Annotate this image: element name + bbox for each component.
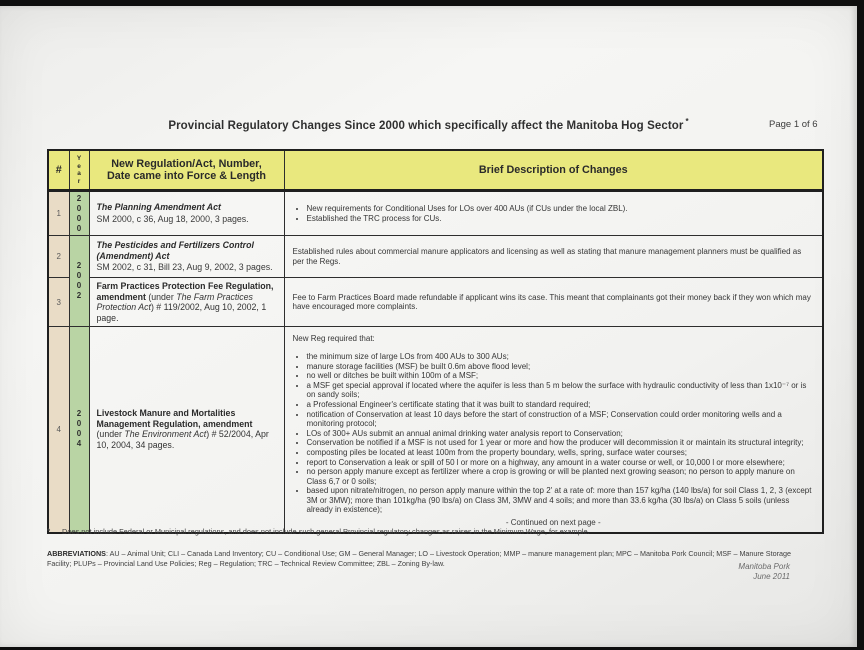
- regulation-act-name: The Environment Act: [124, 429, 207, 440]
- abbreviations-label: ABBREVIATIONS: [47, 549, 106, 558]
- description-bullet: • LOs of 300+ AUs submit an annual animal drinking water analysis report to Conservation;: [307, 429, 815, 438]
- description-bullet: • a Professional Engineer's certificate stating that it was built to standard required;: [307, 400, 815, 409]
- column-header-year: Year: [69, 150, 89, 191]
- description-bullet: • New requirements for Conditional Uses for LOs over 400 AUs (if CUs under the local ZBL).: [307, 204, 815, 213]
- regulation-cell: [89, 236, 284, 278]
- regulation-act-name: The Farm Practices Protection Act: [96, 291, 253, 313]
- description-bullet: • no well or ditches be built within 100m of a MSF;: [307, 371, 815, 380]
- page-title-text: Provincial Regulatory Changes Since 2000 which specifically affect the Manitoba Hog Sector: [168, 119, 684, 132]
- description-bullet: • no person apply manure except as fertilizer where a crop is growing or will be planted next growing season; no person to apply manure on Class 6,7 or 0 soils;: [307, 467, 815, 485]
- page-number: Page 1 of 6: [769, 119, 818, 130]
- description-intro: New Reg required that:: [292, 334, 375, 344]
- description-cell: Fee to Farm Practices Board made refundable if applicant wins its case. This meant that complainants got their money back if they won which may have encouraged more complaints.: [284, 278, 823, 327]
- description-bullet: • notification of Conservation at least 10 days before the start of construction of a MSF; Conservation could order monitoring wells and a monitoring protocol;: [307, 410, 815, 428]
- year-cell: 2004: [69, 327, 89, 533]
- regulation-title: The Pesticides and Fertilizers Control (Amendment) Act: [96, 240, 254, 261]
- regulation-header-line2: Date came into Force & Length: [107, 170, 266, 182]
- regulation-header-line1: New Regulation/Act, Number,: [111, 157, 262, 170]
- regulation-title: Livestock Manure and Mortalities Management Regulation, amendment: [96, 408, 253, 429]
- table-row-2: [48, 236, 823, 278]
- signoff: [0, 562, 790, 581]
- abbreviations-text: : AU – Animal Unit; CLI – Canada Land Inventory; CU – Conditional Use; GM – General Manager; LO – Livestock Operation; MMP – manure management plan; MPC – Manitoba Pork Council; MSF – Manure Storage Facility; PLUPs – Provincial Land Use Policies; Reg – Regulation; TRC – Technical Review Committee; ZBL – Zoning By-law.: [47, 549, 791, 568]
- footnote-marker: *: [47, 527, 51, 536]
- regulation-title: The Planning Amendment Act: [96, 202, 221, 213]
- regulation-cell: [89, 278, 284, 327]
- regulation-title: Farm Practices Protection Fee Regulation, amendment: [96, 281, 274, 302]
- table-row-3: [48, 278, 823, 327]
- description-bullet: • report to Conservation a leak or spill of 50 l or more on a highway, any amount in a water course or well, or 10,000 l or more elsewhere;: [307, 458, 815, 467]
- regulation-detail: SM 2002, c 31, Bill 23, Aug 9, 2002, 3 pages.: [96, 262, 273, 273]
- page-title: [0, 117, 857, 132]
- regulation-detail: ) # 52/2004, Apr 10, 2004, 34 pages.: [96, 429, 269, 451]
- table-header-row: [48, 150, 823, 191]
- description-cell: Established rules about commercial manure applicators and licensing as well as stating that manure management planners must be qualified as per the Regs.: [284, 236, 823, 278]
- footnote-text: Does not include Federal or Municipal regulations, and does not include such general Provincial regulatory changes as raises in the Minimum Wage, for example.: [62, 527, 590, 536]
- regulation-detail: ) # 119/2002, Aug 10, 2002, 1 page.: [96, 302, 267, 323]
- column-header-number: #: [48, 150, 69, 191]
- regulations-table: [47, 149, 824, 534]
- description-bullet: • based upon nitrate/nitrogen, no person apply manure within the top 2' at a rate of: more than 157 kg/ha (140 lbs/a) for soil Class 1, 2, 3 (except 3M or 3MW); more than 101kg/ha (90 lbs/a) on Class 3M, 3MW and 4 soils; and more than 33.6 kg/ha (30 lbs/a) on Class 5 soils (unless already in existence);: [307, 486, 815, 514]
- row-number: 3: [48, 278, 69, 327]
- description-bullet: • a MSF get special approval if located where the aquifer is less than 5 m below the surface with hydraulic conductivity of less than 1x10⁻⁷ or is on sandy soils;: [307, 381, 815, 399]
- row-number: 2: [48, 236, 69, 278]
- description-bullet: • the minimum size of large LOs from 400 AUs to 300 AUs;: [307, 352, 815, 361]
- regulation-detail: SM 2000, c 36, Aug 18, 2000, 3 pages.: [96, 214, 249, 224]
- regulation-cell: [89, 327, 284, 533]
- regulation-cell: [89, 191, 284, 236]
- row-number: 1: [48, 191, 69, 236]
- description-bullet: • Established the TRC process for CUs.: [307, 214, 815, 223]
- description-cell: [284, 191, 823, 236]
- row-number: 4: [48, 327, 69, 533]
- signoff-org: Manitoba Pork: [738, 562, 790, 571]
- description-bullet: • Conservation be notified if a MSF is not used for 1 year or more and how the producer will decommission it or maintain its structural integrity;: [307, 438, 815, 447]
- table-row-4: [48, 327, 823, 533]
- footnote-marker-superscript: *: [685, 117, 689, 126]
- column-header-regulation: [89, 150, 284, 191]
- regulation-detail-prefix: (under: [96, 429, 125, 440]
- scanned-page: [0, 6, 857, 647]
- description-bullet: • composting piles be located at least 100m from the property boundary, wells, spring, surface water courses;: [307, 448, 815, 457]
- description-bullet: • manure storage facilities (MSF) be built 0.6m above flood level;: [307, 362, 815, 371]
- table-row-1: [48, 191, 823, 236]
- footnote: [47, 527, 792, 536]
- continued-note: - Continued on next page -: [505, 517, 601, 527]
- column-header-description: Brief Description of Changes: [284, 150, 823, 191]
- year-cell: 2000: [69, 191, 89, 236]
- signoff-date: June 2011: [753, 571, 790, 581]
- regulation-detail-prefix: (under: [148, 291, 177, 302]
- description-cell: [284, 327, 823, 533]
- year-cell-merged: 2002: [69, 236, 89, 327]
